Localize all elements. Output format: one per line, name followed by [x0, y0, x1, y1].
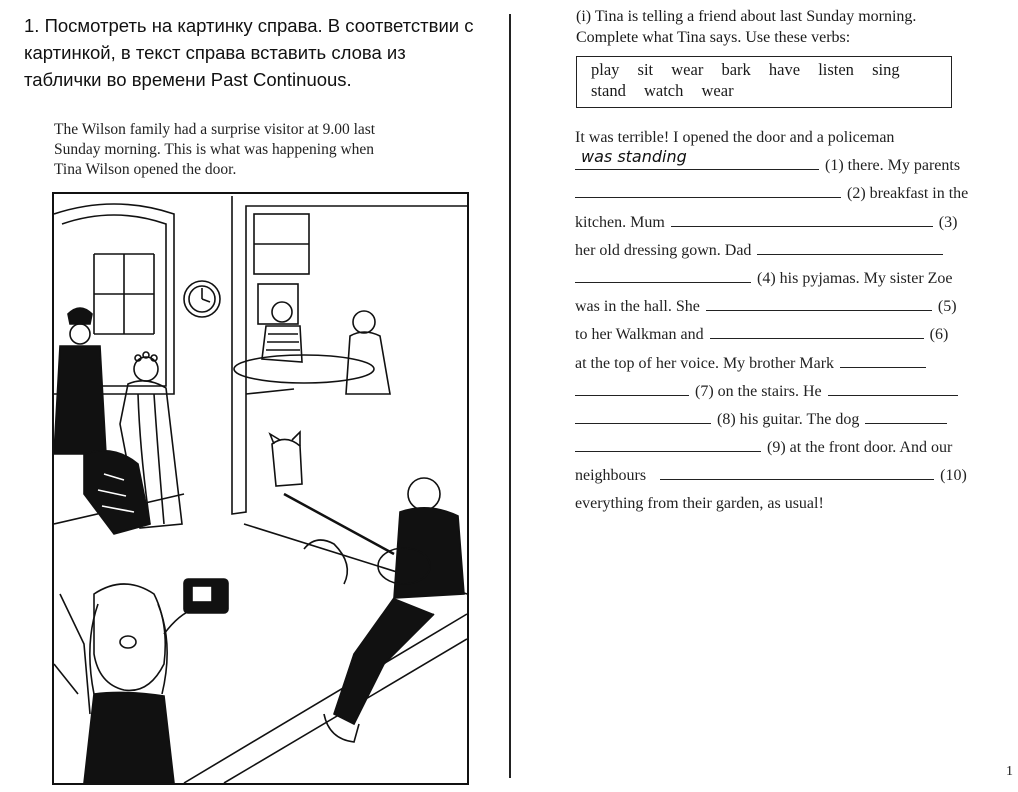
- answer-blank-10[interactable]: [660, 465, 934, 480]
- task-line: 1. Посмотреть на картинку справа. В соответствии с: [24, 15, 474, 36]
- answer-blank-8b[interactable]: [575, 409, 711, 424]
- story-text: (3): [938, 213, 958, 231]
- story-text: (1) there. My parents: [825, 157, 961, 175]
- task-line: таблички во времени Past Continuous.: [24, 69, 352, 90]
- family-illustration: [52, 192, 469, 785]
- verb-row: [591, 80, 937, 101]
- exercise-instructions: [576, 6, 996, 48]
- answer-blank-4[interactable]: [757, 240, 943, 255]
- story-line: [575, 265, 997, 293]
- story-text: (2) breakfast in the: [847, 185, 969, 203]
- task-instructions: [24, 12, 514, 93]
- answer-blank-5[interactable]: [706, 296, 932, 311]
- answer-blank-1[interactable]: [575, 147, 819, 170]
- answer-blank-9[interactable]: [865, 409, 947, 424]
- answer-blank-7[interactable]: [840, 353, 926, 368]
- story-intro: [54, 120, 474, 180]
- illustration-drawing: [54, 194, 467, 783]
- story-line: [575, 406, 997, 434]
- gap-fill-story: [575, 124, 997, 519]
- verb-row: [591, 59, 937, 80]
- story-text: (9) at the front door. And our: [767, 439, 953, 457]
- story-text: kitchen. Mum: [575, 213, 665, 231]
- column-divider: [509, 14, 511, 778]
- story-line: [575, 462, 997, 490]
- story-text: (6): [929, 326, 949, 344]
- story-text: It was terrible! I opened the door and a policeman: [575, 129, 895, 146]
- story-text: was in the hall. She: [575, 298, 700, 316]
- story-line: [575, 147, 997, 180]
- verb: stand: [591, 81, 626, 100]
- instr-line: (i) Tina is telling a friend about last Sunday morning.: [576, 8, 917, 25]
- answer-blank-6[interactable]: [710, 324, 924, 339]
- verb: wear: [701, 81, 734, 100]
- story-line: [575, 180, 997, 208]
- answer-blank-9b[interactable]: [575, 437, 761, 452]
- answer-blank-7b[interactable]: [575, 381, 689, 396]
- handwritten-answer: was standing: [581, 147, 687, 167]
- story-text: her old dressing gown. Dad: [575, 241, 752, 259]
- story-line: [575, 350, 997, 378]
- answer-blank-2[interactable]: [575, 183, 841, 198]
- verb: wear: [671, 60, 704, 79]
- story-line: [575, 209, 997, 237]
- answer-blank-8[interactable]: [828, 381, 958, 396]
- story-text: everything from their garden, as usual!: [575, 495, 824, 513]
- verb: play: [591, 60, 620, 79]
- answer-blank-3[interactable]: [671, 212, 933, 227]
- story-line: [575, 237, 997, 265]
- answer-blank-4b[interactable]: [575, 268, 751, 283]
- verb: sing: [872, 60, 900, 79]
- story-text: at the top of her voice. My brother Mark: [575, 354, 835, 372]
- story-line: [575, 490, 997, 518]
- story-line: [575, 321, 997, 349]
- story-line: [575, 293, 997, 321]
- story-text: neighbours: [575, 467, 647, 485]
- story-text: (4) his pyjamas. My sister Zoe: [757, 269, 953, 287]
- verb: bark: [721, 60, 751, 79]
- story-text: (5): [937, 298, 957, 316]
- story-text: (7) on the stairs. He: [695, 382, 822, 400]
- story-text: to her Walkman and: [575, 326, 704, 344]
- verb: watch: [643, 81, 684, 100]
- story-line: [575, 434, 997, 462]
- story-line: [575, 378, 997, 406]
- instr-line: Complete what Tina says. Use these verbs:: [576, 29, 851, 46]
- verb: have: [768, 60, 801, 79]
- verb: sit: [637, 60, 654, 79]
- task-line: картинкой, в текст справа вставить слова из: [24, 42, 406, 63]
- story-text: (8) his guitar. The dog: [717, 410, 860, 428]
- verb: listen: [818, 60, 854, 79]
- intro-line: The Wilson family had a surprise visitor at 9.00 last: [54, 121, 376, 138]
- story-text: (10): [940, 467, 967, 485]
- intro-line: Tina Wilson opened the door.: [54, 161, 237, 178]
- page-number: 1: [1006, 764, 1013, 779]
- verb-box: [576, 56, 952, 108]
- intro-line: Sunday morning. This is what was happening when: [54, 141, 375, 158]
